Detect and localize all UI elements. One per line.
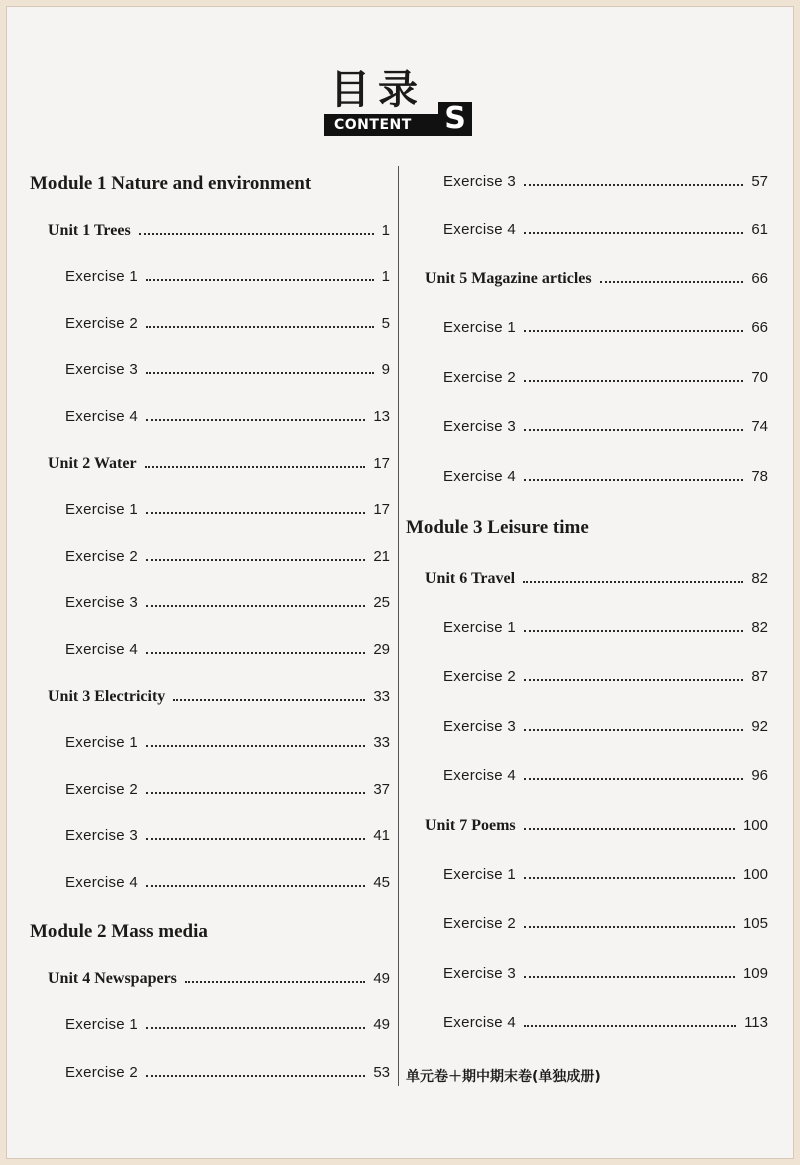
- entry-page: 92: [751, 718, 768, 735]
- leader-dots: [524, 926, 735, 928]
- entry-label: Exercise 2: [65, 315, 139, 332]
- toc-exercise-entry[interactable]: [65, 408, 390, 425]
- entry-label: Unit 6 Travel: [425, 570, 516, 587]
- entry-page: 1: [381, 222, 390, 239]
- toc-unit-entry[interactable]: [48, 455, 390, 473]
- toc-exercise-entry[interactable]: [65, 501, 390, 518]
- entry-page: 49: [373, 970, 390, 987]
- entry-label: Exercise 1: [65, 734, 139, 751]
- leader-dots: [523, 581, 743, 583]
- toc-exercise-entry[interactable]: [443, 221, 768, 238]
- leader-dots: [146, 652, 365, 654]
- leader-dots: [146, 605, 365, 607]
- toc-exercise-entry[interactable]: [65, 1064, 390, 1081]
- leader-dots: [173, 699, 365, 701]
- entry-label: Exercise 1: [443, 866, 517, 883]
- leader-dots: [146, 419, 365, 421]
- entry-page: 41: [373, 827, 390, 844]
- entry-page: 74: [751, 418, 768, 435]
- entry-label: Exercise 4: [65, 874, 139, 891]
- leader-dots: [524, 630, 743, 632]
- leader-dots: [145, 466, 366, 468]
- module-heading: Module 3 Leisure time: [406, 517, 589, 538]
- toc-exercise-entry[interactable]: [65, 268, 390, 285]
- entry-label: Exercise 3: [65, 827, 139, 844]
- entry-label: Unit 5 Magazine articles: [425, 270, 592, 287]
- entry-label: Exercise 2: [443, 668, 517, 685]
- toc-exercise-entry[interactable]: [443, 668, 768, 685]
- entry-page: 109: [742, 965, 768, 982]
- leader-dots: [524, 479, 743, 481]
- entry-label: Exercise 3: [443, 418, 517, 435]
- entry-label: Exercise 4: [443, 468, 517, 485]
- toc-exercise-entry[interactable]: [443, 866, 768, 883]
- toc-exercise-entry[interactable]: [65, 548, 390, 565]
- leader-dots: [524, 380, 743, 382]
- leader-dots: [524, 778, 743, 780]
- entry-label: Exercise 1: [443, 619, 517, 636]
- leader-dots: [524, 877, 735, 879]
- entry-page: 21: [373, 548, 390, 565]
- entry-page: 78: [751, 468, 768, 485]
- leader-dots: [146, 1075, 365, 1077]
- toc-exercise-entry[interactable]: [443, 319, 768, 336]
- toc-exercise-entry[interactable]: [443, 173, 768, 190]
- entry-page: 105: [742, 915, 768, 932]
- entry-page: 61: [751, 221, 768, 238]
- entry-label: Unit 3 Electricity: [48, 688, 166, 705]
- entry-label: Exercise 2: [65, 781, 139, 798]
- entry-page: 113: [744, 1014, 768, 1031]
- entry-page: 66: [751, 270, 768, 287]
- leader-dots: [600, 281, 744, 283]
- entry-label: Unit 2 Water: [48, 455, 137, 472]
- entry-label: Exercise 2: [443, 915, 517, 932]
- leader-dots: [146, 745, 365, 747]
- entry-page: 13: [373, 408, 390, 425]
- leader-dots: [146, 792, 365, 794]
- toc-unit-entry[interactable]: [48, 688, 390, 706]
- toc-unit-entry[interactable]: [425, 570, 768, 588]
- entry-page: 82: [751, 619, 768, 636]
- entry-page: 66: [751, 319, 768, 336]
- leader-dots: [524, 729, 743, 731]
- entry-label: Exercise 1: [65, 268, 139, 285]
- entry-page: 100: [742, 866, 768, 883]
- entry-page: 70: [751, 369, 768, 386]
- entry-label: Exercise 3: [443, 173, 517, 190]
- entry-page: 5: [381, 315, 390, 332]
- entry-label: Exercise 3: [65, 361, 139, 378]
- entry-page: 37: [373, 781, 390, 798]
- toc-exercise-entry[interactable]: [443, 369, 768, 386]
- contents-logo: [324, 66, 472, 136]
- leader-dots: [146, 885, 365, 887]
- entry-page: 9: [381, 361, 390, 378]
- entry-label: Exercise 3: [443, 718, 517, 735]
- leader-dots: [524, 330, 743, 332]
- toc-exercise-entry[interactable]: [443, 619, 768, 636]
- leader-dots: [524, 1025, 736, 1027]
- entry-label: Exercise 2: [65, 1064, 139, 1081]
- entry-page: 17: [373, 455, 390, 472]
- toc-exercise-entry[interactable]: [65, 781, 390, 798]
- leader-dots: [146, 838, 365, 840]
- entry-page: 57: [751, 173, 768, 190]
- entry-page: 45: [373, 874, 390, 891]
- entry-page: 100: [742, 817, 768, 834]
- toc-unit-entry[interactable]: [48, 970, 390, 988]
- entry-label: Exercise 3: [443, 965, 517, 982]
- entry-label: Exercise 4: [65, 408, 139, 425]
- toc-exercise-entry[interactable]: [443, 418, 768, 435]
- entry-page: 49: [373, 1016, 390, 1033]
- entry-page: 96: [751, 767, 768, 784]
- toc-unit-entry[interactable]: [425, 270, 768, 288]
- entry-page: 33: [373, 688, 390, 705]
- entry-label: Exercise 4: [443, 221, 517, 238]
- logo-chinese-title: 目录: [330, 67, 426, 113]
- leader-dots: [524, 232, 743, 234]
- leader-dots: [146, 559, 365, 561]
- toc-exercise-entry[interactable]: [65, 1016, 390, 1033]
- logo-s-block: S: [438, 102, 472, 136]
- entry-page: 53: [373, 1064, 390, 1081]
- toc-exercise-entry[interactable]: [65, 641, 390, 658]
- entry-page: 82: [751, 570, 768, 587]
- entry-page: 25: [373, 594, 390, 611]
- toc-exercise-entry[interactable]: [443, 1014, 768, 1031]
- leader-dots: [524, 184, 743, 186]
- entry-label: Exercise 4: [443, 767, 517, 784]
- leader-dots: [524, 976, 735, 978]
- entry-page: 87: [751, 668, 768, 685]
- entry-label: Unit 7 Poems: [425, 817, 516, 834]
- logo-english-bar: CONTENT: [324, 114, 472, 136]
- leader-dots: [146, 279, 374, 281]
- entry-label: Unit 1 Trees: [48, 222, 131, 239]
- entry-label: Exercise 2: [443, 369, 517, 386]
- leader-dots: [524, 429, 743, 431]
- leader-dots: [146, 512, 365, 514]
- entry-page: 17: [373, 501, 390, 518]
- entry-page: 33: [373, 734, 390, 751]
- column-divider: [398, 166, 399, 1086]
- toc-exercise-entry[interactable]: [65, 827, 390, 844]
- toc-exercise-entry[interactable]: [443, 718, 768, 735]
- entry-label: Exercise 1: [443, 319, 517, 336]
- toc-exercise-entry[interactable]: [65, 874, 390, 891]
- entry-label: Exercise 2: [65, 548, 139, 565]
- entry-label: Unit 4 Newspapers: [48, 970, 177, 987]
- entry-page: 1: [381, 268, 390, 285]
- leader-dots: [139, 233, 374, 235]
- toc-exercise-entry[interactable]: [443, 965, 768, 982]
- leader-dots: [524, 679, 743, 681]
- entry-label: Exercise 1: [65, 501, 139, 518]
- leader-dots: [185, 981, 365, 983]
- entry-label: Exercise 4: [443, 1014, 517, 1031]
- entry-label: Exercise 1: [65, 1016, 139, 1033]
- entry-label: Exercise 3: [65, 594, 139, 611]
- toc-unit-entry[interactable]: [425, 817, 768, 835]
- module-heading: Module 2 Mass media: [30, 921, 208, 942]
- toc-exercise-entry[interactable]: [65, 361, 390, 378]
- leader-dots: [146, 1027, 365, 1029]
- toc-exercise-entry[interactable]: [65, 594, 390, 611]
- toc-exercise-entry[interactable]: [65, 734, 390, 751]
- leader-dots: [524, 828, 735, 830]
- toc-exercise-entry[interactable]: [443, 468, 768, 485]
- entry-page: 29: [373, 641, 390, 658]
- leader-dots: [146, 326, 374, 328]
- supplement-note: 单元卷＋期中期末卷(单独成册): [406, 1069, 601, 1085]
- toc-exercise-entry[interactable]: [443, 915, 768, 932]
- leader-dots: [146, 372, 374, 374]
- toc-unit-entry[interactable]: [48, 222, 390, 240]
- toc-exercise-entry[interactable]: [443, 767, 768, 784]
- module-heading: Module 1 Nature and environment: [30, 173, 312, 194]
- toc-exercise-entry[interactable]: [65, 315, 390, 332]
- entry-label: Exercise 4: [65, 641, 139, 658]
